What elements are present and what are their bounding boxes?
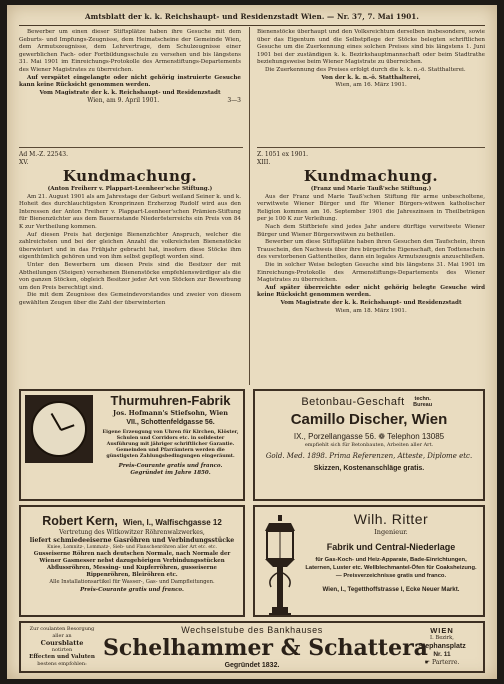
newspaper-page <box>7 5 497 679</box>
ad-text <box>25 510 239 594</box>
ad-right-column <box>404 626 480 667</box>
paragraph: Nach dem Stiftbriefe sind jedes Jahr andere dürftige verwitwete Wiener Bürger und Wiener Bürgerswitwen zu betheilen. <box>257 223 485 238</box>
running-head: Amtsblatt der k. k. Reichshaupt- und Residenzstadt Wien. — Nr. 37, 7. Mai 1901. <box>19 11 485 26</box>
notice-top-right <box>257 29 485 90</box>
place-date: Wien, am 16. März 1901. <box>335 82 407 89</box>
ad-line: Kniee, Lomnitz-, Lommatz-, Sieb- und Flanschenröhren aller Art etc. etc. <box>47 545 217 550</box>
ad-founded: Gegründet 1832. <box>224 662 280 669</box>
authority-line: Vom Magistrate der k. k. Reichshaupt- und Residenzstadt <box>280 299 462 306</box>
ad-right-line <box>404 659 480 667</box>
ad-address: VII., Schottenfeldgasse 56. <box>126 419 215 426</box>
ad-name: Wilh. Ritter <box>353 511 429 527</box>
ad-owner: Jos. Hofmann's Stiefsohn, Wien <box>113 409 228 417</box>
clock-illustration <box>25 395 93 463</box>
paragraph: Auf später überreichte oder nicht gehörig belegte Gesuche wird keine Rücksicht genommen werden. <box>257 284 485 299</box>
place-date: Wien, am 9. April 1901. <box>87 97 160 105</box>
ad-top-line: Wechselstube des Bankhauses <box>181 625 323 635</box>
ad-body: für Gas-Koch- und Heiz-Apparate, Bade-Einrichtungen, Laternen, Luster etc. Wellblechmantel-Öfen für Coaksheizung. — Preisverzeichnisse gratis und franco. <box>305 557 477 579</box>
ref-row <box>19 151 241 159</box>
ad-medal: Gold. Med. 1898. Prima Referenzen, Atteste, Diplome etc. <box>265 452 473 460</box>
ad-left-line: aller an <box>52 632 72 639</box>
paragraph: Bewerber um einen dieser Stiftsplätze haben ihre Gesuche mit dem Geburts- und Impfungs-Zeugnisse, dem Heimatscheine der Gemeinde Wien, dem Armutszeugnisse, dem Lehrvertrage, dem Schulzeugnisse einer gewerblichen Fach- oder Fortbildungsschule zu versehen und bis längstens 31. Mai 1901 im Einreichungs-Protokolle des Armenstiftungs-Departements des Wiener Magistrates zu überreichen. <box>19 29 241 73</box>
ad-schelhammer <box>19 621 485 673</box>
ad-betonbau <box>253 389 485 501</box>
paragraph: Bewerber um diese Stiftsplätze haben ihren Gesuchen den Taufschein, ihren Trauschein, den Nachweis über ihre bürgerliche Eigenschaft, den Todtenschein des verstorbenen Gattentheiles, dann ein legales Armutszeugnis anzuschließen. <box>257 239 485 261</box>
ad-left-column <box>24 626 100 667</box>
ad-thurmuhren <box>19 389 245 501</box>
ad-right-line: Stephansplatz <box>418 642 466 650</box>
ad-kern <box>19 505 245 617</box>
ad-address: IX., Porzellangasse 56. ❁ Telephon 13085 <box>293 432 445 441</box>
ad-left-line: Zur coulanten Besorgung <box>29 626 95 632</box>
ad-center <box>103 625 428 670</box>
roman-number: XV. <box>19 159 29 166</box>
section-rule <box>19 147 243 148</box>
ad-left-line: bestens empfohlen: <box>37 660 87 667</box>
ad-subtitle: Vertretung des Witkowitzer Röhrenwalzwerkes, <box>59 529 205 536</box>
ad-line: Abflussröhren, Messing- und Kupferröhren, gusseiserne Rippenröhren, Bleiröhren etc. <box>47 565 217 578</box>
clock-icon <box>31 401 87 457</box>
notice-title: Kundmachung. <box>303 167 439 185</box>
ad-title: Thurmuhren-Fabrik <box>110 393 231 408</box>
pointing-hand-icon: ☛ <box>424 658 432 666</box>
clock-hand <box>61 424 75 431</box>
section-rule <box>257 147 485 148</box>
ref-row <box>257 151 485 159</box>
ad-line: Gusseiserne Röhren nach deutschen Normale, nach Normale der Wiener Gasmesser nebst dazugehörigen Verbindungsstücken <box>33 551 231 564</box>
ad-text <box>303 511 479 594</box>
column-rule <box>249 27 250 385</box>
notice-plappart <box>19 151 241 308</box>
place-date: Wien, am 18. März 1901. <box>335 307 407 314</box>
notice-subtitle: (Franz und Marie Tauß'sche Stiftung.) <box>310 186 432 192</box>
ref-number: Ad M.-Z. 22543. <box>19 151 69 158</box>
ad-title: Fabrik und Central-Niederlage <box>326 542 456 552</box>
authority-line: Vom Magistrate der k. k. Reichshaupt- und Residenzstadt <box>39 89 221 96</box>
ad-left-line: Coursblatte <box>40 639 84 647</box>
ad-address: Wien, I., Walfischgasse 12 <box>123 518 222 527</box>
notice-top-left <box>19 29 241 105</box>
ad-text <box>259 395 479 474</box>
paragraph: Aus der Franz und Marie Tauß'schen Stiftung für arme unbescholtene, verwitwete Wiener Bürger und für Wiener Bürgers-witwen katholischer Religion kommen am 16. September 1901 die Jahreszinsen in Theilbeträgen per je 100 K zur Verleihung. <box>257 193 485 223</box>
ad-header-row <box>259 395 479 409</box>
ad-right-line: Nr. 11 <box>433 650 451 658</box>
paragraph: Auf diesen Preis hat derjenige Bienenzüchter Anspruch, welcher die zahlreichsten und bei der gleichen Anzahl die volkreichsten Bienenstöcke überwintert und in das Frühjahr gebracht hat, insofern diese Stöcke ihm eigenthümlich gehören und von ihm selbst gepflegt worden sind. <box>19 231 241 261</box>
paragraph: Auf verspätet eingelangte oder nicht gehörig instruierte Gesuche kann keine Rücksicht genommen werden. <box>19 74 241 89</box>
ad-ritter <box>253 505 485 617</box>
ad-right-line: WIEN <box>430 626 454 635</box>
ad-address: Wien, I., Tegetthoffstrasse I, Ecke Neuer Markt. <box>322 586 460 593</box>
ad-name: Camillo Discher, Wien <box>290 411 448 428</box>
paragraph: Unter den Bewerbern um diesen Preis sind die Besitzer der mit Abtheilungen (Steigen) versehenen Bienenstöcke empfehlenswürdiger als die von ganzen Stöcken, obgleich Besitzer jeder Art von Stöcken zur Bewerbung um den Preis berechtigt sind. <box>19 261 241 291</box>
ad-catalog: Preis-Courante gratis und franco. <box>80 587 184 593</box>
ad-left-line: Effecten und Valuten <box>29 653 95 660</box>
ad-right-line: I. Bezirk, <box>430 635 454 641</box>
ad-bureau: techn. Bureau <box>413 396 433 408</box>
paragraph: Bienenstöcke überhaupt und den Volksreichtum derselben insbesondere, sowie über das Eigentum und die Selbstpflege der Stöcke belegten schriftlichen Gesuche um die Zuerkennung eines solchen Preises sind bis längstens 1. Juni 1901 bei der zuständigen k. k. Bezirkshauptmannschaft oder beim Stadtrathe beziehungsweise beim Wiener Magistrate zu überreichen. <box>257 29 485 66</box>
paragraph: Am 21. August 1901 als am Jahrestage der Geburt weiland Seiner k. und k. Hoheit des durchlauchtigsten Kronprinzen Erzherzog Rudolf wird aus den Interessen der Anton Freiherr v. Plappart-Leenheer'schen Prämien-Stiftung für Bienenzüchter aus dem Bauernstande Niederösterreichs ein Preis von 84 K zur Vertheilung kommen. <box>19 193 241 230</box>
roman-number: XIII. <box>257 159 271 166</box>
ad-left-line: notirten <box>51 647 73 653</box>
notice-subtitle: (Anton Freiherr v. Plappart-Leenheer'sche Stiftung.) <box>47 186 213 192</box>
ad-body: empfiehlt sich für Betonbauten, Arbeiten aller Art. <box>304 442 434 448</box>
place-date-row <box>19 97 241 105</box>
street-lamp-icon <box>261 513 299 617</box>
ad-founded: Gegründet im Jahre 1850. <box>130 470 211 476</box>
ad-right-text: Parterre. <box>431 658 460 666</box>
ad-line: Alle Installationsartikel für Wasser-, Gas- und Dampfleitungen. <box>49 579 215 585</box>
ad-name: Schelhammer & Schattera <box>103 635 428 661</box>
paragraph: Die mit dem Zeugnisse des Gemeindevorstandes und zweier von diesem gewählten Zeugen über die Zahl der überwinterten <box>19 292 241 306</box>
ref-number: 3—3 <box>227 97 241 105</box>
ad-body: Eigene Erzeugung von Uhren für Kirchen, Klöster, Schulen und Corridors etc. in solidester Ausführung mit jähriger schriftlicher Garantie. Gemeinden und Pfarrämtern werden die günstigsten Zahlungsbedingungen eingeräumt. <box>102 429 239 459</box>
ad-catalog: Preis-Courante gratis und franco. <box>118 463 223 469</box>
ad-text <box>101 393 240 477</box>
ref-number: Z. 1051 ex 1901. <box>257 151 309 158</box>
ad-title: Robert Kern, <box>42 514 118 528</box>
paragraph: Die Zuerkennung des Preises erfolgt durch die k. k. n.-ö. Statthalterei. <box>265 66 466 73</box>
paragraph: Die in solcher Weise belegten Gesuche sind bis längstens 31. Mai 1901 im Einreichungs-Protokolle des Armenstiftungs-Departements des Wiener Magistrates zu überreichen. <box>257 261 485 284</box>
ad-profession: Ingenieur. <box>374 528 408 536</box>
notice-tauss <box>257 151 485 315</box>
ad-line: liefert schmiedeeiserne Gasröhren und Verbindungsstücke <box>29 537 235 544</box>
authority-line: Von der k. k. n.-ö. Statthalterei, <box>321 74 421 81</box>
ad-footer: Skizzen, Kostenanschläge gratis. <box>313 465 425 472</box>
ad-company-line: Betonbau-Geschaft <box>301 396 405 408</box>
notice-title: Kundmachung. <box>62 167 198 185</box>
ad-header-row <box>25 510 239 529</box>
